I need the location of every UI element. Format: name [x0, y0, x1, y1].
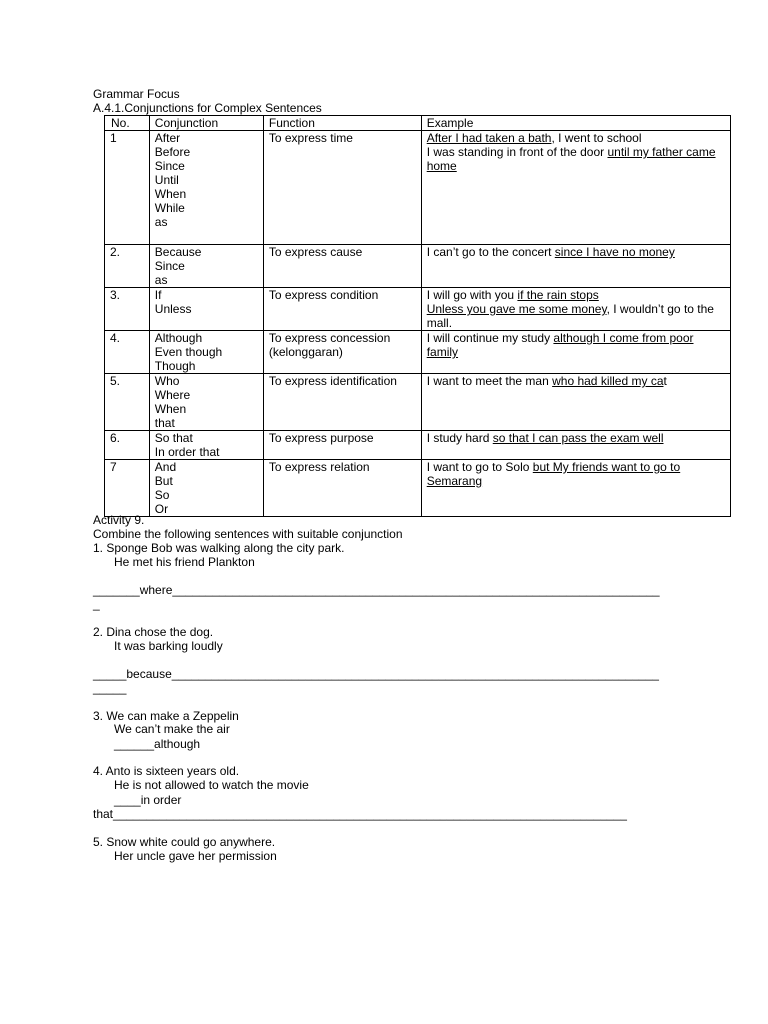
q2-answer-blank-cont[interactable]: _____: [93, 681, 127, 695]
example-text: I want to meet the man: [426, 374, 553, 388]
conjunction-item: Since: [154, 159, 185, 173]
q1-answer-blank[interactable]: _______where_________________________________________________________________________: [93, 583, 660, 597]
conjunction-list: [149, 288, 263, 331]
example-underlined-clause: if the rain stops: [517, 288, 599, 302]
example-underlined-clause: Unless you gave me some money: [426, 302, 607, 316]
function-cell: To express identification: [263, 374, 421, 431]
q4-sentence-b: He is not allowed to watch the movie: [114, 778, 309, 792]
q3-answer-blank[interactable]: ______although: [114, 737, 201, 751]
col-header-no: No.: [105, 116, 150, 131]
example-cell: [421, 374, 730, 431]
conjunction-list: [149, 331, 263, 374]
section-title: A.4.1.Conjunctions for Complex Sentences: [93, 101, 322, 115]
conjunction-item: Though: [154, 359, 196, 373]
q5-sentence-a: 5. Snow white could go anywhere.: [93, 835, 276, 849]
example-underlined-clause: until my father came home: [426, 145, 716, 173]
example-text: , I wouldn’t go to the mall.: [426, 302, 714, 330]
conjunction-item: So that: [154, 431, 193, 445]
conjunction-item: So: [154, 488, 170, 502]
example-text: I will continue my study: [426, 331, 554, 345]
example-text: I can’t go to the concert: [426, 245, 555, 259]
q3-sentence-a: 3. We can make a Zeppelin: [93, 709, 239, 723]
example-cell: [421, 288, 730, 331]
conjunction-list: [149, 245, 263, 288]
conjunction-list: [149, 374, 263, 431]
conjunction-item: Until: [154, 173, 179, 187]
example-cell: [421, 431, 730, 460]
conjunction-item: Or: [154, 502, 169, 516]
example-cell: [421, 131, 730, 245]
q2-sentence-b: It was barking loudly: [114, 639, 223, 653]
conjunction-item: Before: [154, 145, 191, 159]
conjunction-list: [149, 460, 263, 517]
example-cell: [421, 245, 730, 288]
q2-answer-blank[interactable]: _____because_________________________________________________________________________: [93, 667, 659, 681]
example-underlined-clause: since I have no money: [554, 245, 675, 259]
q5-sentence-b: Her uncle gave her permission: [114, 849, 277, 863]
conjunction-item: as: [154, 215, 168, 229]
example-text: I want to go to Solo: [426, 460, 533, 474]
conjunction-item: Unless: [154, 302, 192, 316]
conjunction-item: But: [154, 474, 173, 488]
conjunction-item: And: [154, 460, 177, 474]
function-cell: To express condition: [263, 288, 421, 331]
conjunction-item: While: [154, 201, 185, 215]
example-cell: [421, 331, 730, 374]
conjunction-item: If: [154, 288, 162, 302]
example-underlined-clause: although I come from poor family: [426, 331, 694, 359]
row-number: 7: [105, 460, 150, 517]
page-title: Grammar Focus: [93, 87, 180, 101]
example-underlined-clause: but My friends want to go to Semarang: [426, 460, 681, 488]
conjunction-item: Where: [154, 388, 191, 402]
row-number: 4.: [105, 331, 150, 374]
row-number: 2.: [105, 245, 150, 288]
conjunction-item: Who: [154, 374, 180, 388]
activity-instruction: Combine the following sentences with suitable conjunction: [93, 527, 403, 541]
example-text: I was standing in front of the door: [426, 145, 608, 159]
row-number: 3.: [105, 288, 150, 331]
table-row: [105, 374, 731, 431]
q4-answer-blank-cont[interactable]: that_____________________________________________________________________________: [93, 807, 627, 821]
conjunction-item: Even though: [154, 345, 223, 359]
example-text: t: [663, 374, 667, 388]
conjunctions-table: [104, 115, 731, 517]
q1-sentence-b: He met his friend Plankton: [114, 555, 255, 569]
col-header-example: Example: [421, 116, 730, 131]
q3-sentence-b: We can’t make the air: [114, 722, 230, 736]
conjunction-item: When: [154, 402, 187, 416]
example-text: , I went to school: [551, 131, 642, 145]
example-underlined-clause: After I had taken a bath: [426, 131, 552, 145]
table-body: [105, 131, 731, 517]
q4-sentence-a: 4. Anto is sixteen years old.: [93, 764, 240, 778]
example-underlined-clause: who had killed my ca: [552, 374, 664, 388]
col-header-function: Function: [263, 116, 421, 131]
table-row: [105, 131, 731, 245]
q1-answer-blank-cont[interactable]: _: [93, 597, 100, 611]
q2-sentence-a: 2. Dina chose the dog.: [93, 625, 214, 639]
table-row: [105, 288, 731, 331]
conjunction-item: Because: [154, 245, 202, 259]
table-header-row: [105, 116, 731, 131]
conjunction-item: as: [154, 273, 168, 287]
table-row: [105, 431, 731, 460]
conjunction-list: [149, 131, 263, 245]
table-row: [105, 331, 731, 374]
row-number: 6.: [105, 431, 150, 460]
q1-sentence-a: 1. Sponge Bob was walking along the city park.: [93, 541, 345, 555]
conjunction-item: In order that: [154, 445, 220, 459]
function-cell: To express concession (kelonggaran): [263, 331, 421, 374]
activity-title: Activity 9.: [93, 513, 145, 527]
example-underlined-clause: so that I can pass the exam well: [492, 431, 664, 445]
example-cell: [421, 460, 730, 517]
conjunction-item: Since: [154, 259, 185, 273]
table-row: [105, 460, 731, 517]
conjunction-item: Although: [154, 331, 203, 345]
conjunction-list: [149, 431, 263, 460]
table-row: [105, 245, 731, 288]
function-cell: To express purpose: [263, 431, 421, 460]
q4-answer-blank[interactable]: ____in order: [114, 793, 182, 807]
col-header-conjunction: Conjunction: [149, 116, 263, 131]
example-text: I will go with you: [426, 288, 518, 302]
example-text: I study hard: [426, 431, 493, 445]
function-cell: To express cause: [263, 245, 421, 288]
function-cell: To express time: [263, 131, 421, 245]
row-number: 1: [105, 131, 150, 245]
conjunction-item: After: [154, 131, 181, 145]
conjunction-item: When: [154, 187, 187, 201]
row-number: 5.: [105, 374, 150, 431]
conjunction-item: that: [154, 416, 175, 430]
function-cell: To express relation: [263, 460, 421, 517]
